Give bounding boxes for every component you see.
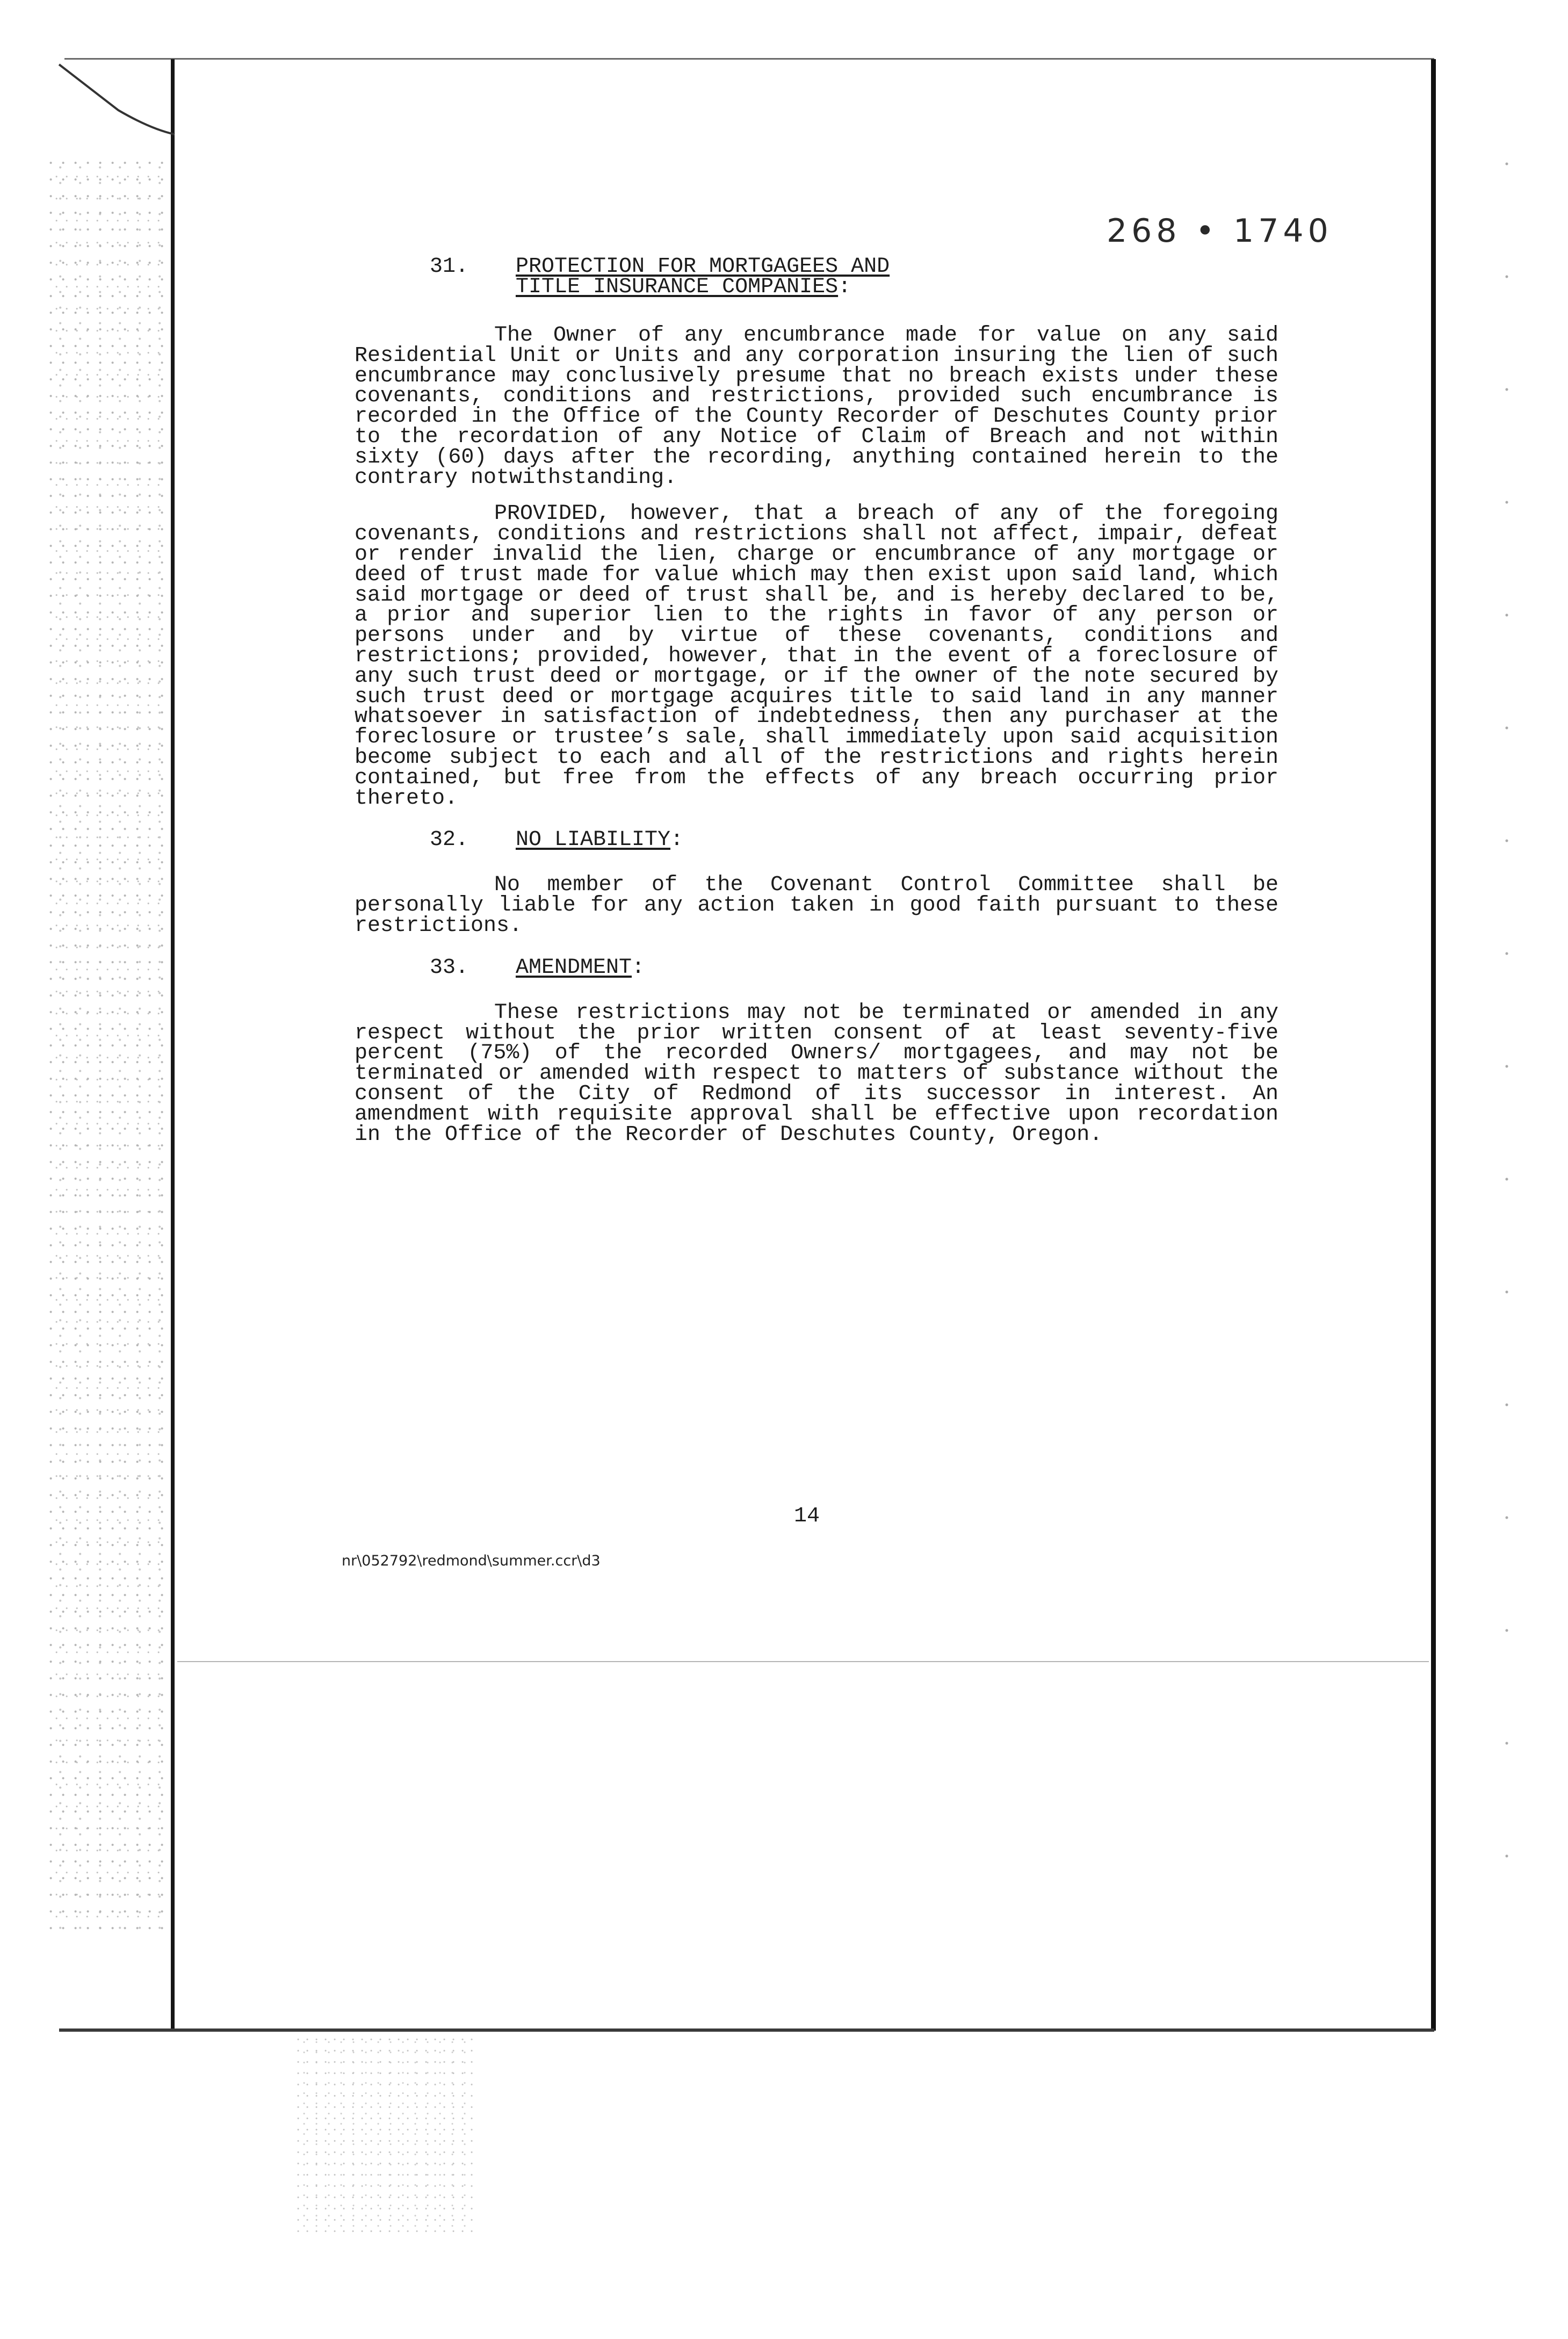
section-31-paragraph-2: PROVIDED, however, that a breach of any of the foregoing covenants, conditions and restrictions shall not affect, impair, defeat or render invalid the lien, charge or encumbrance of any mortgage or deed of trust made for value which may then exist upon said land, which said mortgage or deed of trust shall be, and is hereby declared to be, a prior and superior lien to the rights in favor of any person or persons under and by virtue of these covenants, conditions and restrictions; provided, however, that in the event of a foreclosure of any such trust deed or mortgage, or if the owner of the note secured by such trust deed or mortgage acquires title to said land in any manner whatsoever in satisfaction of indebtedness, then any purchaser at the foreclosure or trustee’s sale, shall immediately upon said acquisition become subject to each and all of the restrictions and rights herein contained, but free from the effects of any breach occurring prior thereto. xyxy=(355,502,1278,811)
file-path-footer: nr\052792\redmond\summer.ccr\d3 xyxy=(342,1553,601,1569)
section-title-colon: : xyxy=(838,275,851,299)
frame-right-edge xyxy=(1431,59,1436,2031)
document-body xyxy=(355,257,1278,1145)
section-number: 31. xyxy=(430,255,469,279)
inner-page-edge xyxy=(177,1661,1429,1662)
recording-page-reference: 268 • 1740 xyxy=(1107,212,1333,250)
section-title: AMENDMENT xyxy=(516,955,632,980)
scan-noise-right xyxy=(1493,107,1520,1934)
section-33-paragraph: These restrictions may not be terminated or amended in any respect without the prior written consent of at least seventy-five percent (75%) of the recorded Owners/ mortgagees, and may not be terminated or amended with respect to matters of substance without the consent of the City of Redmond of its successor in interest. An amendment with requisite approval shall be effective upon recordation in the Office of the Recorder of Deschutes County, Oregon. xyxy=(355,1000,1278,1147)
section-title-colon: : xyxy=(670,828,684,853)
section-number: 32. xyxy=(430,828,469,853)
section-title-colon: : xyxy=(632,955,645,980)
section-title-line-2: TITLE INSURANCE COMPANIES xyxy=(516,275,839,299)
section-title: NO LIABILITY xyxy=(516,828,671,853)
section-32-heading xyxy=(430,828,1278,853)
frame-left-edge xyxy=(171,59,175,2031)
corner-fold-mark xyxy=(54,59,177,140)
page-number: 14 xyxy=(794,1504,820,1528)
scan-noise-bottom xyxy=(295,2036,473,2235)
section-31-paragraph-1: The Owner of any encumbrance made for value on any said Residential Unit or Units and any corporation insuring the lien of such encumbrance may conclusively presume that no breach exists under these covenants, conditions and restrictions, provided such encumbrance is recorded in the Office of the County Recorder of Deschutes County prior to the recordation of any Notice of Claim of Breach and not within sixty (60) days after the recording, anything contained herein to the contrary notwithstanding. xyxy=(355,323,1278,490)
scan-noise-left xyxy=(48,161,167,1934)
section-number: 33. xyxy=(430,955,469,980)
section-32-paragraph: No member of the Covenant Control Committee shall be personally liable for any action taken in good faith pursuant to these restrictions. xyxy=(355,873,1278,938)
section-33-heading xyxy=(430,955,1278,980)
frame-bottom-edge xyxy=(59,2028,1434,2032)
section-31-heading xyxy=(430,257,1278,298)
frame-top-edge xyxy=(64,58,1434,60)
section-title-line-1: PROTECTION FOR MORTGAGEES AND xyxy=(516,255,890,279)
